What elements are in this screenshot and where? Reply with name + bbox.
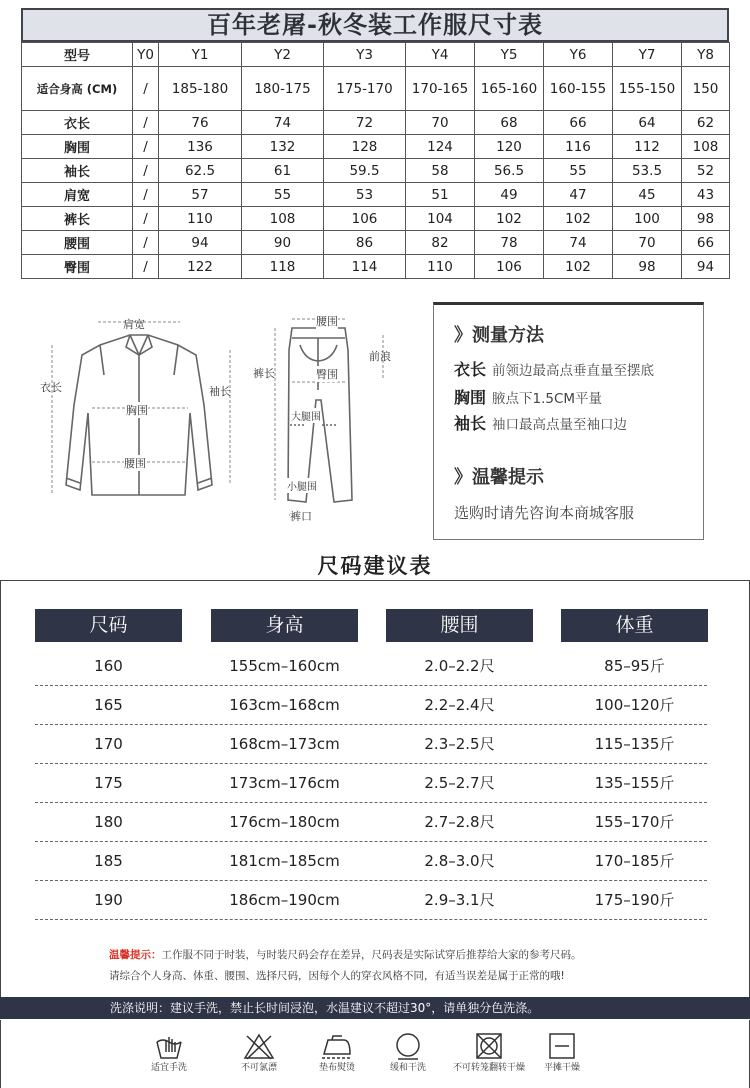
- spec-cell: 47: [544, 183, 613, 207]
- chevron-right-icon: 》: [454, 467, 472, 488]
- spec-cell: 180-175: [242, 67, 324, 111]
- label-garment-length: 衣长: [40, 381, 62, 394]
- spec-row: [22, 183, 730, 207]
- spec-cell: 68: [475, 111, 544, 135]
- suggest-cell: 180: [94, 813, 123, 831]
- spec-cell: 102: [475, 207, 544, 231]
- spec-row: [22, 67, 730, 111]
- spec-row: [22, 135, 730, 159]
- suggest-cell: 163cm–168cm: [229, 696, 340, 714]
- suggest-cell: 185: [94, 852, 123, 870]
- spec-cell: 106: [324, 207, 406, 231]
- spec-cell: 86: [324, 231, 406, 255]
- spec-cell: 118: [242, 255, 324, 279]
- spec-header-cell: Y1: [159, 43, 242, 67]
- spec-cell: 98: [613, 255, 682, 279]
- tip-heading: 》温馨提示: [454, 467, 544, 488]
- label-pants-waist: 腰围: [316, 315, 338, 328]
- spec-cell: 102: [544, 207, 613, 231]
- suggest-cell: 2.0–2.2尺: [424, 657, 495, 675]
- suggest-row: [35, 803, 707, 842]
- suggest-cell: 2.7–2.8尺: [424, 813, 495, 831]
- spec-cell: 78: [475, 231, 544, 255]
- spec-cell: 106: [475, 255, 544, 279]
- spec-header-cell: 型号: [22, 43, 133, 67]
- suggest-cell: 190: [94, 891, 123, 909]
- spec-header-cell: Y5: [475, 43, 544, 67]
- label-shoulder-width: 肩宽: [123, 318, 145, 331]
- spec-header-cell: Y4: [406, 43, 475, 67]
- spec-cell: 58: [406, 159, 475, 183]
- spec-row-label: 袖长: [22, 159, 133, 183]
- spec-cell: 102: [544, 255, 613, 279]
- col-head-height: 身高: [211, 609, 358, 642]
- suggest-cell: 100–120斤: [594, 696, 675, 714]
- spec-row: [22, 207, 730, 231]
- spec-cell: 150: [682, 67, 730, 111]
- spec-row: [22, 231, 730, 255]
- spec-row: [22, 159, 730, 183]
- suggest-row: [35, 842, 707, 881]
- suggest-cell: 2.2–2.4尺: [424, 696, 495, 714]
- spec-cell: 52: [682, 159, 730, 183]
- warm-note-line-1: 温馨提示：工作服不同于时装，与时装尺码会存在差异，尺码表是实际试穿后推荐给大家的参考尺码。: [109, 949, 582, 961]
- suggest-cell: 175–190斤: [594, 891, 675, 909]
- iron-with-cloth-icon: 垫布熨烫: [297, 1032, 377, 1073]
- spec-cell: 175-170: [324, 67, 406, 111]
- spec-header-cell: Y2: [242, 43, 324, 67]
- label-calf: 小腿围: [287, 478, 317, 493]
- spec-cell: 64: [613, 111, 682, 135]
- spec-cell: 74: [544, 231, 613, 255]
- spec-header-row: [22, 43, 730, 67]
- label-sleeve-length: 袖长: [209, 385, 231, 398]
- spec-cell: 74: [242, 111, 324, 135]
- label-chest: 胸围: [126, 404, 148, 417]
- measure-method-panel: [433, 302, 704, 540]
- size-suggestion-table: [0, 580, 750, 998]
- label-waist-shirt: 腰围: [124, 457, 146, 470]
- spec-cell: 112: [613, 135, 682, 159]
- chevron-right-icon: 》: [454, 325, 472, 346]
- spec-cell: 49: [475, 183, 544, 207]
- care-symbols: [0, 1020, 750, 1088]
- spec-cell: 43: [682, 183, 730, 207]
- spec-cell: 55: [544, 159, 613, 183]
- spec-cell: 116: [544, 135, 613, 159]
- suggest-cell: 175: [94, 774, 123, 792]
- suggest-cell: 85–95斤: [604, 657, 665, 675]
- spec-row-label: 裤长: [22, 207, 133, 231]
- spec-cell: 104: [406, 207, 475, 231]
- garment-outline-drawing: [0, 295, 430, 525]
- spec-cell: 53: [324, 183, 406, 207]
- spec-cell: 108: [682, 135, 730, 159]
- spec-cell: 66: [682, 231, 730, 255]
- tip-text: 选购时请先咨询本商城客服: [454, 504, 635, 522]
- col-head-weight: 体重: [561, 609, 708, 642]
- spec-row-label: 衣长: [22, 111, 133, 135]
- suggest-cell: 170–185斤: [594, 852, 675, 870]
- spec-cell: 72: [324, 111, 406, 135]
- spec-cell: 128: [324, 135, 406, 159]
- spec-cell: 100: [613, 207, 682, 231]
- spec-cell: 132: [242, 135, 324, 159]
- spec-cell: 170-165: [406, 67, 475, 111]
- method-item-sleeve: 袖长 袖口最高点量至袖口边: [454, 414, 628, 433]
- label-hip: 臀围: [316, 368, 338, 381]
- spec-cell: 165-160: [475, 67, 544, 111]
- size-spec-table: [21, 8, 729, 279]
- spec-cell: /: [133, 159, 159, 183]
- suggest-row: [35, 686, 707, 725]
- spec-cell: 110: [406, 255, 475, 279]
- spec-table-title: 百年老屠-秋冬装工作服尺寸表: [21, 8, 729, 42]
- suggest-cell: 2.3–2.5尺: [424, 735, 495, 753]
- suggest-cell: 165: [94, 696, 123, 714]
- measurement-diagram: [0, 295, 430, 525]
- spec-cell: 53.5: [613, 159, 682, 183]
- warm-note-line-2: 请综合个人身高、体重、腰围、选择尺码，因每个人的穿衣风格不同，有适当误差是属于正常的哦!: [109, 970, 565, 982]
- spec-row-label: 适合身高 (CM): [22, 67, 133, 111]
- spec-cell: /: [133, 111, 159, 135]
- spec-cell: /: [133, 255, 159, 279]
- spec-cell: 98: [682, 207, 730, 231]
- spec-cell: 114: [324, 255, 406, 279]
- col-head-waist: 腰围: [386, 609, 533, 642]
- spec-row-label: 胸围: [22, 135, 133, 159]
- spec-cell: 136: [159, 135, 242, 159]
- spec-cell: 122: [159, 255, 242, 279]
- spec-cell: 56.5: [475, 159, 544, 183]
- label-thigh: 大腿围: [291, 408, 321, 423]
- suggest-row: [35, 764, 707, 803]
- spec-cell: 185-180: [159, 67, 242, 111]
- spec-cell: 62: [682, 111, 730, 135]
- spec-cell: 66: [544, 111, 613, 135]
- spec-cell: 76: [159, 111, 242, 135]
- spec-cell: 90: [242, 231, 324, 255]
- spec-table-grid: [21, 42, 730, 279]
- suggest-cell: 135–155斤: [594, 774, 675, 792]
- spec-cell: 61: [242, 159, 324, 183]
- suggest-cell: 155cm–160cm: [229, 657, 340, 675]
- method-item-length: 衣长 前领边最高点垂直量至摆底: [454, 360, 655, 379]
- spec-cell: 110: [159, 207, 242, 231]
- suggest-cell: 170: [94, 735, 123, 753]
- suggest-cell: 2.5–2.7尺: [424, 774, 495, 792]
- spec-cell: 94: [682, 255, 730, 279]
- suggest-row: [35, 725, 707, 764]
- spec-cell: 124: [406, 135, 475, 159]
- spec-cell: 45: [613, 183, 682, 207]
- flat-dry-icon: 平摊干燥: [522, 1032, 602, 1073]
- spec-cell: 108: [242, 207, 324, 231]
- spec-header-cell: Y0: [133, 43, 159, 67]
- spec-cell: 57: [159, 183, 242, 207]
- spec-cell: /: [133, 135, 159, 159]
- hand-wash-icon: 适宜手洗: [129, 1032, 209, 1073]
- suggest-cell: 160: [94, 657, 123, 675]
- method-item-chest: 胸围 腋点下1.5CM平量: [454, 388, 603, 407]
- gentle-dry-icon: 缓和干洗: [368, 1032, 448, 1073]
- no-tumble-dry-icon: 不可转笼翻转干燥: [449, 1032, 529, 1073]
- spec-header-cell: Y6: [544, 43, 613, 67]
- spec-cell: /: [133, 183, 159, 207]
- spec-cell: 62.5: [159, 159, 242, 183]
- spec-header-cell: Y7: [613, 43, 682, 67]
- label-hem: 裤口: [290, 510, 312, 523]
- spec-cell: 160-155: [544, 67, 613, 111]
- suggest-cell: 155–170斤: [594, 813, 675, 831]
- suggest-cell: 2.9–3.1尺: [424, 891, 495, 909]
- label-front-rise: 前浪: [369, 350, 391, 363]
- spec-cell: 94: [159, 231, 242, 255]
- spec-row: [22, 255, 730, 279]
- suggest-table-title: 尺码建议表: [317, 554, 433, 578]
- method-heading: 》测量方法: [454, 325, 544, 346]
- col-head-size: 尺码: [35, 609, 182, 642]
- spec-cell: 82: [406, 231, 475, 255]
- spec-cell: 155-150: [613, 67, 682, 111]
- spec-cell: 59.5: [324, 159, 406, 183]
- suggest-cell: 176cm–180cm: [229, 813, 340, 831]
- spec-row-label: 腰围: [22, 231, 133, 255]
- suggest-row: [35, 647, 707, 686]
- spec-header-cell: Y3: [324, 43, 406, 67]
- suggest-cell: 186cm–190cm: [229, 891, 340, 909]
- suggest-cell: 173cm–176cm: [229, 774, 340, 792]
- suggest-cell: 168cm–173cm: [229, 735, 340, 753]
- no-bleach-icon: 不可氯漂: [219, 1032, 299, 1073]
- spec-row-label: 臀围: [22, 255, 133, 279]
- spec-cell: 70: [613, 231, 682, 255]
- suggest-cell: 115–135斤: [594, 735, 675, 753]
- spec-row: [22, 111, 730, 135]
- spec-cell: 120: [475, 135, 544, 159]
- spec-cell: /: [133, 207, 159, 231]
- spec-cell: /: [133, 67, 159, 111]
- spec-cell: 70: [406, 111, 475, 135]
- label-pants-length: 裤长: [253, 367, 275, 380]
- spec-cell: 55: [242, 183, 324, 207]
- suggest-cell: 2.8–3.0尺: [424, 852, 495, 870]
- spec-header-cell: Y8: [682, 43, 730, 67]
- spec-row-label: 肩宽: [22, 183, 133, 207]
- wash-instructions-bar: 洗涤说明：建议手洗，禁止长时间浸泡，水温建议不超过30°，请单独分色洗涤。: [0, 997, 750, 1019]
- spec-cell: /: [133, 231, 159, 255]
- spec-cell: 51: [406, 183, 475, 207]
- suggest-row: [35, 881, 707, 920]
- suggest-cell: 181cm–185cm: [229, 852, 340, 870]
